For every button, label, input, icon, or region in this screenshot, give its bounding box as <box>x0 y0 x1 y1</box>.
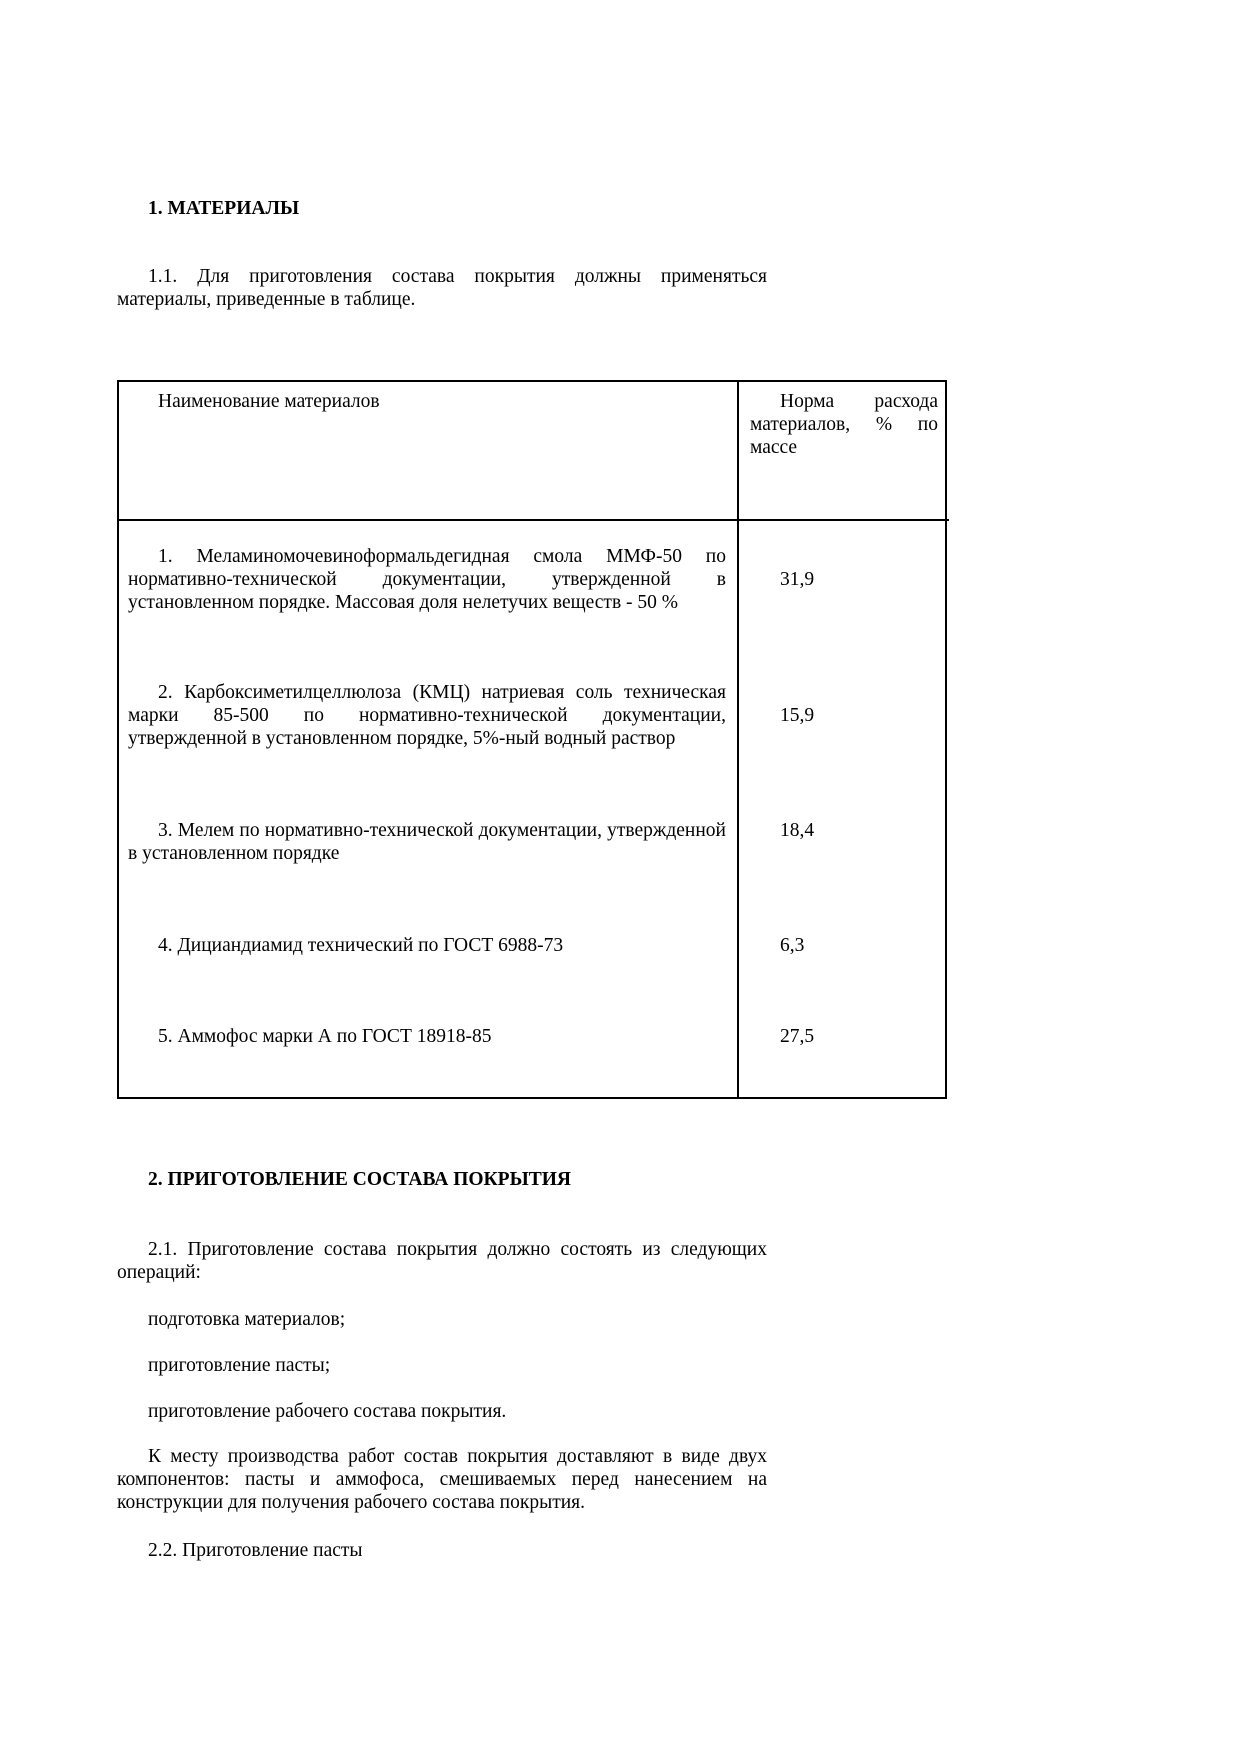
list-item: приготовление рабочего состава покрытия. <box>148 1401 507 1422</box>
paragraph-2-1: 2.1. Приготовление состава покрытия должно состоять из следующих операций: <box>117 1239 767 1283</box>
table-row <box>117 912 949 1003</box>
row-1-value: 31,9 <box>780 569 815 590</box>
table-header-row <box>117 380 949 520</box>
row-5-value: 27,5 <box>780 1026 815 1047</box>
row-4-name: 4. Дициандиамид технический по ГОСТ 6988-73 <box>158 935 564 956</box>
table-row <box>117 520 949 659</box>
header-material-name: Наименование материалов <box>158 391 380 412</box>
row-2-name: 2. Карбоксиметилцеллюлоза (КМЦ) натриевая соль техническая марки 85-500 по нормативно-технической документации, утвержденной в установленном порядке, 5%-ный водный раствор <box>128 682 726 749</box>
row-1-name: 1. Меламиномочевиноформальдегидная смола ММФ-50 по нормативно-технической документации, утвержденной в установленном порядке. Массовая доля нелетучих веществ - 50 % <box>128 546 726 613</box>
paragraph-2-2: 2.2. Приготовление пасты <box>148 1540 363 1561</box>
table-row <box>117 659 949 797</box>
list-item: приготовление пасты; <box>148 1355 331 1376</box>
table-row <box>117 797 949 912</box>
paragraph-1-1: 1.1. Для приготовления состава покрытия должны применяться материалы, приведенные в таблице. <box>117 266 767 310</box>
paragraph-delivery: К месту производства работ состав покрытия доставляют в виде двух компонентов: пасты и аммофоса, смешиваемых перед нанесением на конструкции для получения рабочего состава покрытия. <box>117 1446 767 1513</box>
row-3-name: 3. Мелем по нормативно-технической документации, утвержденной в установленном порядке <box>128 820 726 864</box>
header-consumption-rate: Норма расхода материалов, % по массе <box>750 391 938 458</box>
section-2-heading: 2. ПРИГОТОВЛЕНИЕ СОСТАВА ПОКРЫТИЯ <box>148 1169 571 1190</box>
table-row <box>117 1003 949 1097</box>
row-2-value: 15,9 <box>780 705 815 726</box>
list-item: подготовка материалов; <box>148 1309 346 1330</box>
materials-table <box>117 380 949 1097</box>
row-4-value: 6,3 <box>780 935 805 956</box>
section-1-heading: 1. МАТЕРИАЛЫ <box>148 198 300 219</box>
row-3-value: 18,4 <box>780 820 815 841</box>
row-5-name: 5. Аммофос марки А по ГОСТ 18918-85 <box>158 1026 492 1047</box>
